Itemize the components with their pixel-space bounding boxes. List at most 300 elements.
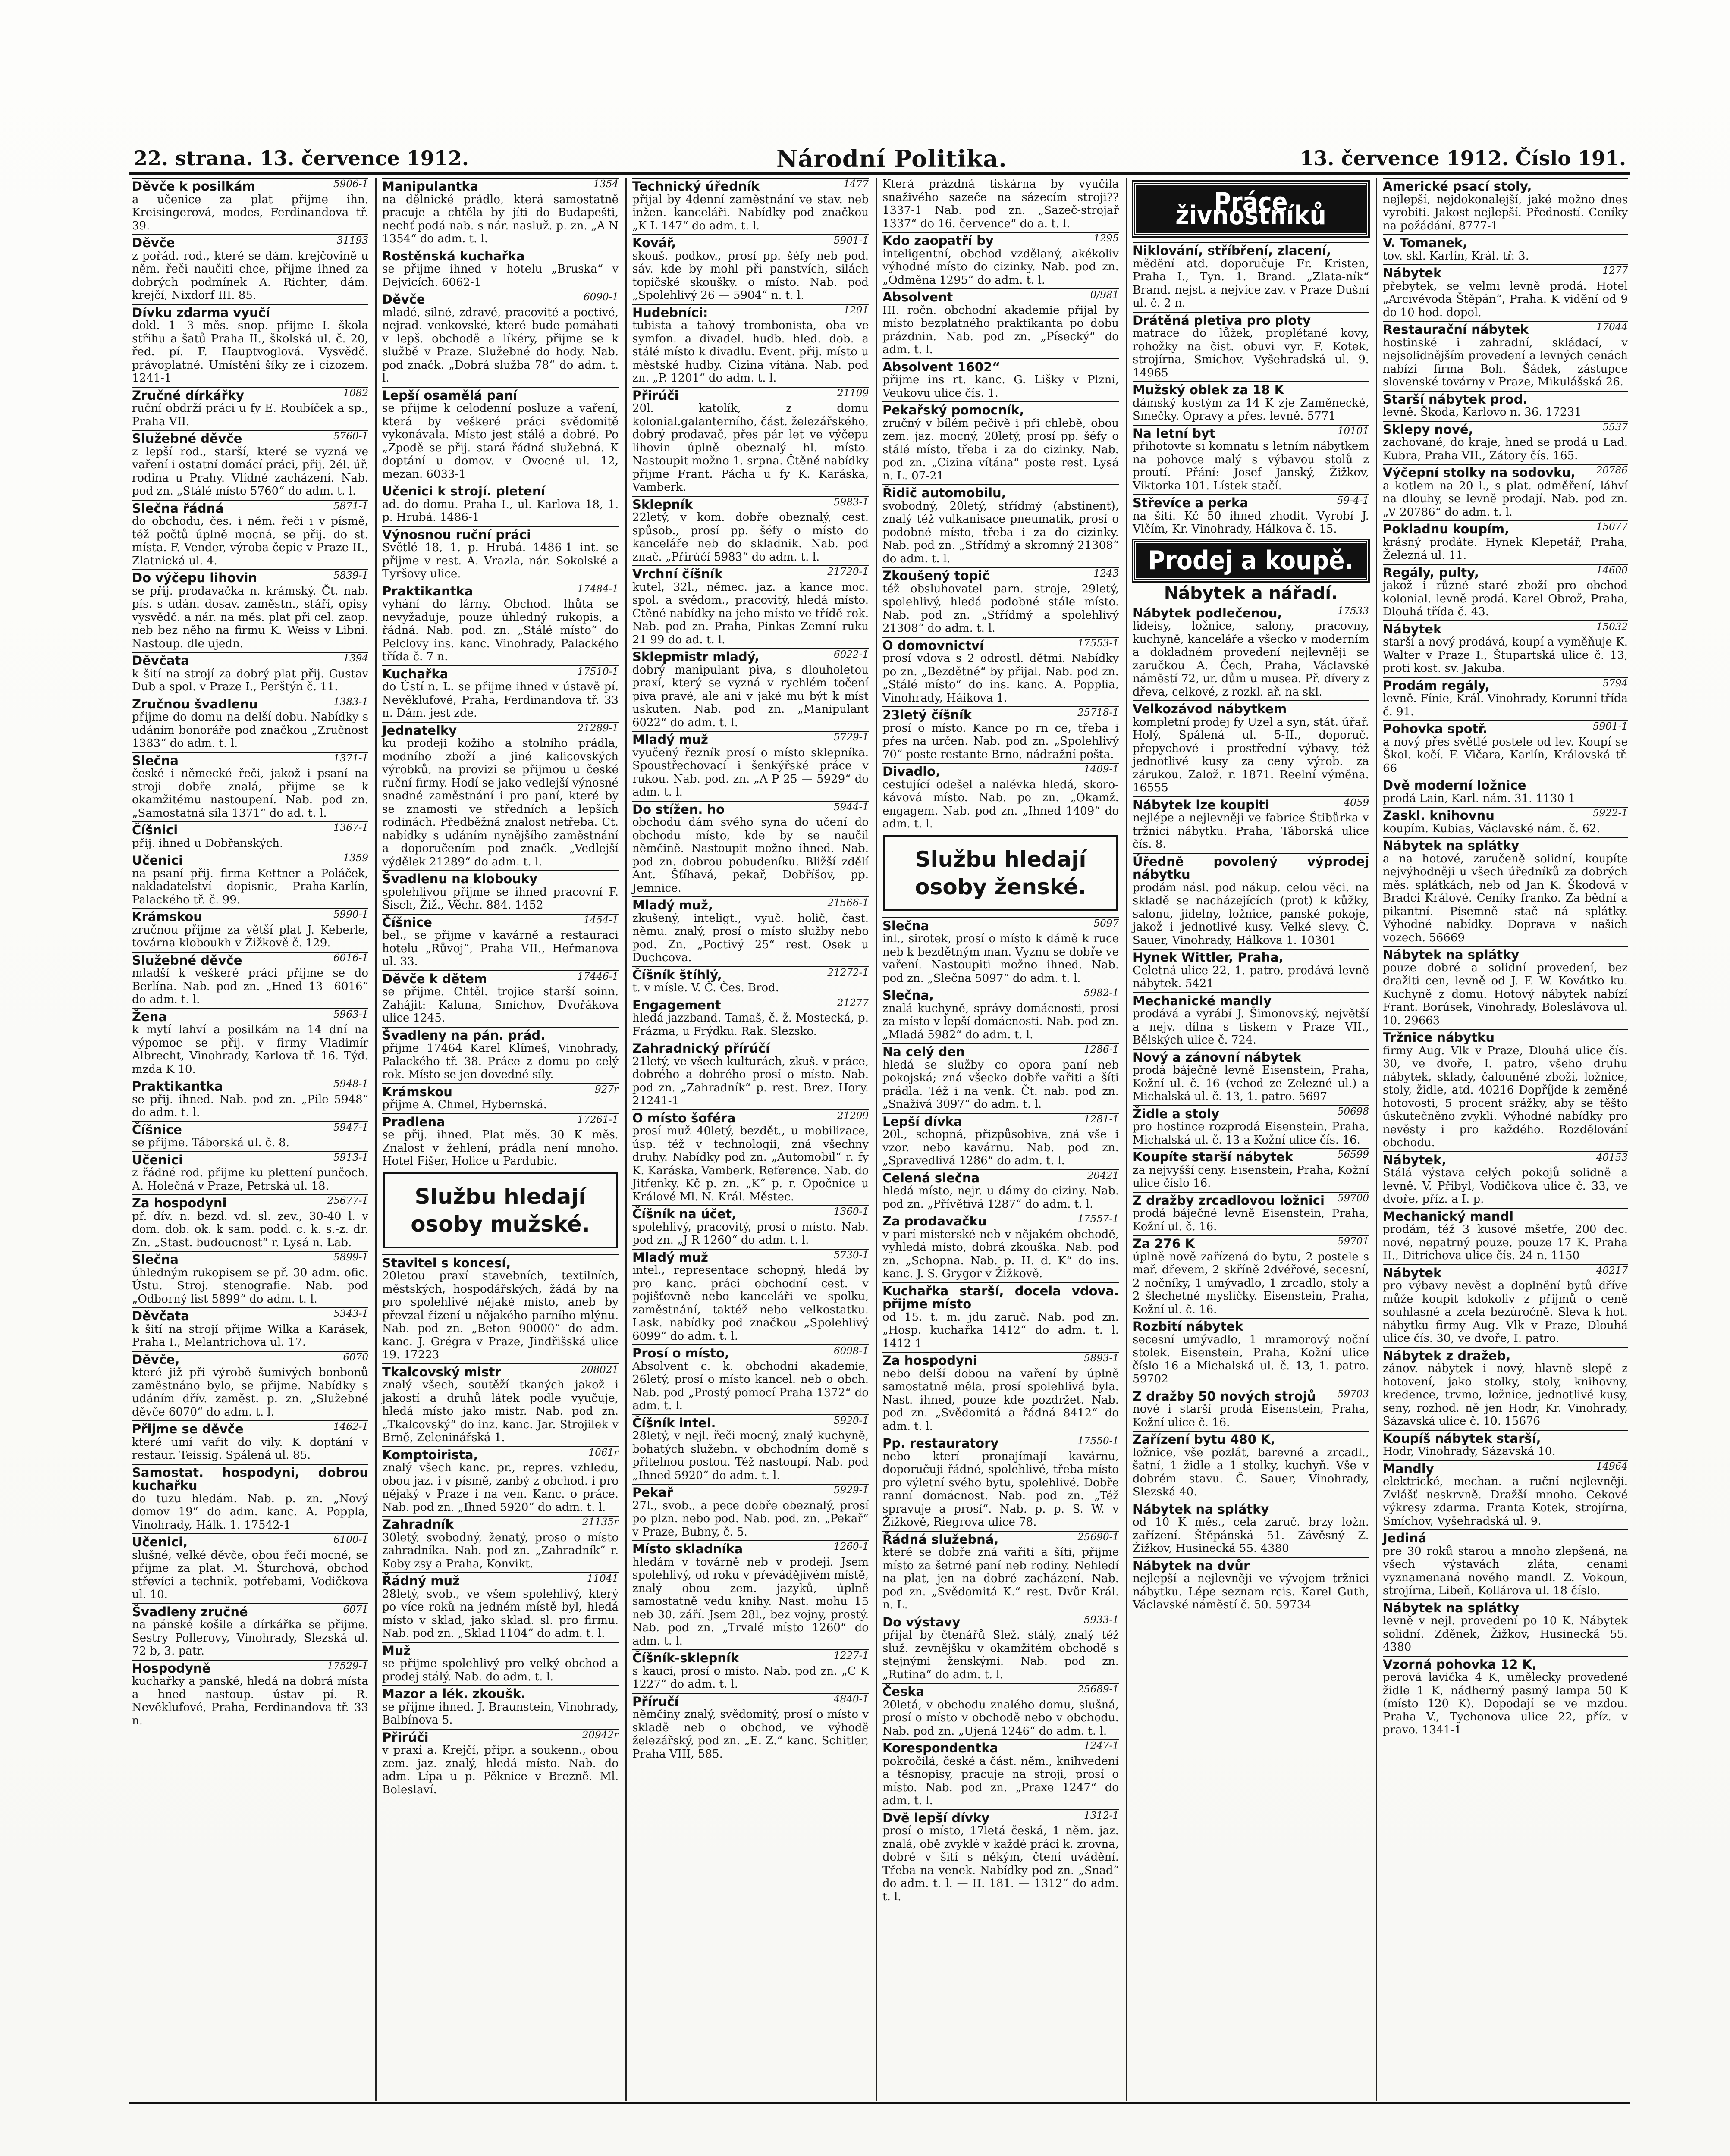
ad-headline: Děvče k posilkám	[132, 178, 368, 193]
ad-headline: Zařízení bytu 480 K,	[1133, 1431, 1369, 1446]
classified-ad	[1130, 494, 1372, 536]
ad-headline: 23letý číšník	[882, 706, 1119, 722]
ad-body: tov. skl. Karlín, Král. tř. 3.	[1383, 249, 1529, 263]
classified-ad	[630, 1040, 871, 1108]
ad-headline: Pp. restauratory	[882, 1435, 1119, 1450]
ad-headline: Engagement	[632, 997, 869, 1012]
ad-body: 22letý, v kom. dobře obeznalý, cest. spůsob., prosí pp. šéfy o místo do kanceláře neb do skladnik. Nab. pod znač. „Přirúčí 5983“ do adm. t. l.	[632, 511, 869, 564]
ad-headline: Starší nábytek prod.	[1383, 391, 1628, 406]
ad-headline: Slečna	[882, 917, 1119, 933]
classified-ad	[1130, 1501, 1372, 1555]
classified-ad	[1380, 234, 1630, 263]
ad-body: t. v mísle. V. Č. Čes. Brod.	[632, 981, 779, 994]
ad-body: prodá Lain, Karl. nám. 31. 1130-1	[1383, 792, 1576, 805]
ad-body: ku prodeji kožiho a stolního prádla, modního zboží a jiné kalicovských výrobků, na provizi se přijmou u české ruční firmy. Hodí se jako vedlejší výnosné snadné zaměstnání i pro paní, které by se znamosti ve středních a lepších rodinách. Předběžná znalost netřeba. Ct. nabídky s udáním nynějšího zaměstnání a doporučením pod značk. „Vedlejší výdělek 21289“ do adm. t. l.	[382, 737, 619, 868]
classified-ad	[1130, 1105, 1372, 1147]
ad-body: koupím. Kubias, Václavské nám. č. 62.	[1383, 822, 1600, 835]
ad-code: 927r	[595, 1084, 619, 1095]
classified-ad	[129, 304, 371, 385]
ad-headline: Z dražby 50 nových strojů	[1133, 1388, 1369, 1403]
ad-body: hledá místo, nejr. u dámy do ciziny. Nab. pod zn. „Přívětivá 1287“ do adm. t. l.	[882, 1185, 1119, 1211]
ad-code: 11041	[587, 1573, 619, 1584]
ad-headline: Sklepník	[632, 496, 869, 511]
ad-body: přijme A. Chmel, Hybernská.	[382, 1098, 547, 1111]
ad-headline: Sklepy nové,	[1383, 421, 1628, 436]
ad-headline: Praktikantka	[382, 583, 619, 598]
classified-ad	[1380, 1208, 1630, 1263]
ad-headline: Česka	[882, 1683, 1119, 1698]
ad-headline: Pekař	[632, 1484, 869, 1499]
ad-headline: Tržnice nábytku	[1383, 1029, 1628, 1044]
classified-ad	[1130, 992, 1372, 1047]
ad-body: které se dobře zná vařiti a šíti, přijme místo za šetrné paní neb rodiny. Nehledí na plat, jen na dobré zacházení. Nab. pod zn. „Svědomitá K.“ rest. Dvůr Král. n. L.	[882, 1546, 1119, 1611]
column-2-ads-men	[380, 1254, 621, 1797]
ad-body: na pánské košile a dírkářka se přijme. Sestry Pollerovy, Vinohrady, Slezská ul. 72 b, 3. patr.	[132, 1618, 368, 1658]
ad-body: též obsluhovatel parn. stroje, 29letý, spolehlivý, hledá podobné stále místo. Nab. pod zn. „Střídmý a spolehlivý 21308“ do adm. t. l.	[882, 582, 1119, 635]
classified-ad	[630, 731, 871, 799]
ad-headline: Učenici	[132, 852, 368, 867]
classified-ad	[380, 387, 621, 481]
ad-code: 1227-1	[834, 1650, 869, 1661]
ad-body: od 10 K měs., cela zaruč. brzy ložn. zařízení. Štěpánská 51. Závěsný Z. Žižkov, Husinecká 55. 4380	[1133, 1516, 1369, 1555]
ad-body: ložnice, vše pozlát, barevné a zrcadl., šatní, 1 židle a 1 stolky, kuchyň. Vše v dobrém stavu. Č. Sauer, Vinohrady, Slezská 40.	[1133, 1446, 1369, 1498]
ad-body: hledám v továrně neb v prodeji. Jsem spolehlivý, od roku v převádějivém místě, znalý obou zem. jazyků, úplně samostatně vedu knihy. Nast. mohu 15 neb 30. září. Jsem 28l., bez vojny, prostý. Nab. pod zn. „Trvalé místo 1260“ do adm. t. l.	[632, 1555, 869, 1648]
classified-ad	[880, 358, 1121, 400]
ad-headline: Stavitel s koncesí,	[382, 1254, 619, 1270]
ad-code: 6100-1	[333, 1534, 368, 1545]
classified-ad	[1380, 620, 1630, 675]
column-divider	[1126, 178, 1127, 2101]
ad-headline: Krámskou	[382, 1083, 619, 1099]
classified-ad	[129, 387, 371, 429]
ad-code: 1277	[1602, 265, 1628, 276]
top-rule	[129, 172, 1630, 175]
ad-headline: Za 276 K	[1133, 1235, 1369, 1250]
classified-ad	[630, 1540, 871, 1648]
ad-code: 25677-1	[327, 1195, 368, 1206]
classified-ad	[880, 1352, 1121, 1433]
ad-body: zručný v bílém pečivě i při chlebě, obou zem. jaz. mocný, 20letý, prosí pp. šéfy o stálé místo, třeba i za do cizinky. Nab. pod zn. „Cizina vítána“ poste rest. Lysá n. L. 07-21	[882, 417, 1119, 483]
ad-headline: Do výčepu lihovin	[132, 569, 368, 585]
classified-ad	[1380, 946, 1630, 1027]
ad-code: 1247-1	[1084, 1740, 1119, 1752]
ad-code: 5537	[1602, 421, 1628, 433]
ad-headline: Služebné děvče	[132, 952, 368, 967]
ad-headline: Drátěná pletiva pro ploty	[1133, 312, 1369, 327]
ad-body: tubista a tahový trombonista, oba ve symfon. a divadel. hudb. hled. dob. a stálé místo k divadlu. Event. přij. místo u městské hudby. Cizina vítána. Nab. pod zn. „P. 1201“ do adm. t. l.	[632, 319, 869, 385]
ad-body: Která prázdná tiskárna by vyučila snaživého sazeče na sázecím stroji?? 1337-1 Nab. pod zn. „Sazeč-strojař 1337“ do 16. července“ do a. t. l.	[882, 178, 1119, 230]
ad-body: vyhání do lárny. Obchod. lhůta se nevyžaduje, pouze úhledný rukopis, a řádná. Nab. pod. zn. „Stálé místo“ do Pelclovy ins. kanc. Vinohrady, Palackého třída č. 7 n.	[382, 598, 619, 663]
ad-code: 17044	[1596, 322, 1628, 333]
classified-ad	[380, 1572, 621, 1640]
classified-ad	[380, 1446, 621, 1514]
column-4-ads-women	[880, 917, 1121, 1904]
ad-body: prodám, též 3 kusové mšetře, 200 dec. nové, nepatrný pouze, pouze 17 K. Praha II., Ditrichova ulice čís. 24 n. 1150	[1383, 1223, 1628, 1262]
ad-body: 20letá, v obchodu znalého domu, slušná, prosí o místo v obchodě nebo v obchodu. Nab. pod zn. „Ujená 1246“ do adm. t. l.	[882, 1698, 1119, 1738]
ad-body: krásný prodáte. Hynek Klepetář, Praha, Železná ul. 11.	[1383, 536, 1628, 562]
ad-code: 21720-1	[827, 566, 869, 577]
ad-body: zánov. nábytek i nový, hlavně slepě z hotovení, jako stolky, stoly, knihovny, kredence, trvmo, ložnice, jednotlivé kusy, seny, rozhod. ně jen Hodr, Kr. Vinohrady, Sázavská ulice č. 10. 15676	[1383, 1362, 1628, 1428]
ad-headline: Hynek Wittler, Praha,	[1133, 949, 1369, 964]
classified-ad	[1380, 520, 1630, 562]
masthead-date-right: 13. července 1912. Číslo 191.	[1300, 147, 1626, 170]
classified-ad	[380, 291, 621, 385]
ad-code: 1061r	[588, 1447, 619, 1458]
ad-code: 5913-1	[333, 1152, 368, 1163]
classified-ad	[1380, 178, 1630, 232]
ad-headline: Učenici,	[132, 1533, 368, 1549]
ad-body: prodá báječně levně Eisenstein, Praha, Kožní ul. č. 16 (vchod ze Zelezné ul.) a Michalská ul. č. 13, 1. patro. 5697	[1133, 1064, 1369, 1103]
ad-body: do tuzu hledám. Nab. p. zn. „Nový domov 19“ do adm. kanc. A. Poppla, Vinohrady, Hálk. 1. 17542-1	[132, 1492, 368, 1532]
ad-headline: Vzorná pohovka 12 K,	[1383, 1656, 1628, 1671]
classified-ad	[129, 908, 371, 950]
classified-ad	[380, 722, 621, 869]
classified-ad	[630, 304, 871, 385]
ad-body: dokl. 1—3 měs. snop. přijme I. škola střihu a šatů Praha II., školská ul. č. 20, řed. pí. F. Hauptvoglová. Vysvědč. právoplatné. Umístění šíky ze i cizozem. 1241-1	[132, 319, 368, 385]
classified-ad	[1380, 1264, 1630, 1345]
ad-body: od 15. t. m. jdu zaruč. Nab. pod zn. „Hosp. kuchařka 1412“ do adm. t. l. 1412-1	[882, 1310, 1119, 1350]
ad-headline: Jediná	[1383, 1529, 1628, 1545]
ad-headline: Na celý den	[882, 1043, 1119, 1059]
ad-body: znalý všech, soutěží tkaných jakož i jakostí a druhů látek podle vyučuje, hledá místo jako mistr. Nab. pod zn. „Tkalcovský“ do inz. kanc. Jar. Strojilek v Brně, Zeleninářská 1.	[382, 1379, 619, 1444]
classified-ad	[129, 1307, 371, 1349]
classified-ad	[129, 1194, 371, 1249]
ad-headline: Dvě moderní ložnice	[1383, 777, 1628, 792]
ad-body: bel., se přijme v kavárně a restauraci hotelu „Růvoj“, Praha VII., Heřmanova ul. 33.	[382, 929, 619, 968]
classified-ad	[129, 1660, 371, 1728]
ad-body: dobrý manipulant piva, s dlouholetou praxí, který se vyzná v rychlém točení piva pravé, ale ani v jaké mu být k míst uskuten. Nab. pod zn. „Manipulant 6022“ do adm. t. l.	[632, 663, 869, 729]
ad-headline: Na letní byt	[1133, 425, 1369, 440]
ad-code: 1201	[843, 304, 869, 316]
ad-body: nové i starší prodá Eisenstein, Praha, Kožní ulice č. 16.	[1133, 1403, 1369, 1429]
classified-ad	[1130, 796, 1372, 851]
classified-ad	[1380, 564, 1630, 619]
ad-code: 21272-1	[827, 967, 869, 978]
ad-code: 5983-1	[834, 496, 869, 508]
ad-body: na dělnické prádlo, která samostatně pracuje a chtěla by jíti do Budapešti, nechť podá nab. s nár. nasluž. p. zn. „A N 1354“ do adm. t. l.	[382, 193, 619, 245]
ad-code: 1454-1	[584, 914, 619, 926]
ad-code: 6022-1	[834, 649, 869, 660]
ad-code: 5933-1	[1084, 1614, 1119, 1626]
ad-code: 5730-1	[834, 1249, 869, 1261]
classified-ad	[129, 1251, 371, 1306]
ad-body: 20letou praxí stavebních, textilních, městských, hospodářských, žádá by na pro spolehlivé nějaké místo, aneb by převzal řízení u nějakého parního mlýnu. Nab. pod zn. „Beton 90000“ do adm. kanc. J. Grégra v Praze, Jindřišská ulice 19. 17223	[382, 1269, 619, 1361]
ad-headline: Číšník na účet,	[632, 1205, 869, 1221]
ad-headline: Kuchařka starší, docela vdova. přijme místo	[882, 1282, 1119, 1311]
ad-headline: Učenici k strojí. pletení	[382, 483, 619, 498]
ad-body: 21letý, ve všech kulturách, zkuš. v práce, dobrého a dobrého prosí o místo. Nab. pod zn. „Zahradník“ p. rest. Brez. Hory. 21241-1	[632, 1055, 869, 1107]
ad-body: 27l., svob., a pece dobře obeznalý, prosí po plzn. nebo pod. Nab. pod. zn. „Pekař“ v Praze, Bubny, č. 5.	[632, 1499, 869, 1539]
ad-code: 5893-1	[1084, 1353, 1119, 1364]
ad-code: 5944-1	[834, 801, 869, 813]
ad-headline: Absolvent 1602“	[882, 358, 1119, 374]
ad-headline: Nábytek	[1383, 1264, 1628, 1280]
classified-ad	[129, 500, 371, 568]
ad-code: 5947-1	[333, 1122, 368, 1133]
classified-ad	[1130, 1192, 1372, 1234]
ad-headline: Místo skladníka	[632, 1540, 869, 1556]
ad-body: a kotlem na 20 l., s plat. odměření, láhví na dlouhy, se levně prodají. Nab. pod zn. „V 20786“ do adm. t. l.	[1383, 479, 1628, 519]
ad-headline: Děvčata	[132, 652, 368, 667]
column-5	[1130, 178, 1372, 2101]
ad-headline: Za hospodyni	[132, 1194, 368, 1210]
ad-body: jakož i různé staré zboží pro obchod kolonial. levně prodá. Karel Obrož, Praha, Dlouhá třída č. 43.	[1383, 579, 1628, 618]
ad-body: Absolvent c. k. obchodní akademie, 26letý, prosí o místo kancel. neb o obch. Nab. pod „Prostý pomocí Praha 1372“ do adm. t. l.	[632, 1360, 869, 1412]
classified-ad	[1130, 242, 1372, 310]
classified-ad	[1380, 1029, 1630, 1150]
ad-code: 5901-1	[834, 235, 869, 246]
classified-ad	[1130, 381, 1372, 423]
column-4	[880, 178, 1121, 2101]
ad-code: 14600	[1596, 564, 1628, 576]
ad-code: 5097	[1093, 918, 1119, 929]
ad-code: 6016-1	[333, 952, 368, 964]
classified-ad	[630, 1484, 871, 1539]
ad-body: se přijme spolehlivý pro velký obchod a prodej stálý. Nab. do adm. t. l.	[382, 1657, 619, 1683]
ad-headline: Číšnice	[132, 1121, 368, 1137]
ad-body: intel., representace schopný, hledá by pro kanc. práci obchodní cest. v pojišťovně nebo kanceláři ve spolku, zaměstnání, taktéž nebo velkostatku. Lask. nabídky pod značkou „Spolehlivý 6099“ do adm. t. l.	[632, 1264, 869, 1343]
classified-ad	[129, 1121, 371, 1150]
classified-ad	[880, 1739, 1121, 1808]
ad-code: 56599	[1337, 1149, 1369, 1160]
ad-code: 1312-1	[1084, 1810, 1119, 1821]
classified-ad	[380, 1642, 621, 1684]
ad-body: se přijme ihned v hotelu „Bruska“ v Dejvicích. 6062-1	[382, 263, 619, 289]
classified-ad	[630, 496, 871, 564]
classified-ad	[630, 966, 871, 995]
ad-body: elektrické, mechan. a ruční nejlevněji. Zvlášť neskrvně. Dražší mnoho. Cekové výkresy zdarma. Franta Kotek, strojírna, Smíchov, Vyšehradská ul. 9.	[1383, 1475, 1628, 1528]
ad-headline: Lepší osamělá paní	[382, 387, 619, 402]
ad-code: 59-4-1	[1337, 495, 1369, 506]
ad-code: 1286-1	[1084, 1044, 1119, 1055]
ad-code: 1295	[1093, 233, 1119, 244]
ad-headline: Divadlo,	[882, 763, 1119, 778]
classified-ad	[380, 178, 621, 246]
ad-headline: Nábytek na splátky	[1383, 946, 1628, 962]
ad-body: zachované, do kraje, hned se prodá u Lad. Kubra, Praha VII., Zátory čís. 165.	[1383, 436, 1628, 462]
ad-headline: Slečna,	[882, 987, 1119, 1002]
ad-code: 1260-1	[834, 1541, 869, 1552]
column-divider	[1376, 178, 1377, 2101]
ad-code: 21566-1	[827, 897, 869, 909]
ad-code: 17550-1	[1077, 1435, 1119, 1447]
ad-body: levně. Fínie, Král. Vinohrady, Korunní třída č. 91.	[1383, 692, 1628, 718]
ad-headline: Číšník-sklepník	[632, 1649, 869, 1665]
ad-body: dámský kostým za 14 K zje Zaměnecké, Smečky. Opravy a přes. levně. 5771	[1133, 396, 1369, 423]
ad-body: svobodný, 20letý, střídmý (abstinent), znalý též vulkanisace pneumatik, prosí o podobné místo, třeba i za do cizinky. Nab. pod zn. „Střídmý a skromný 21308“ do adm. t. l.	[882, 499, 1119, 565]
ad-body: mladší k veškeré práci přijme se do Berlína. Nab. pod zn. „Hned 13—6016“ do adm. t. l.	[132, 967, 368, 1006]
ad-body: nejlépe a nejlevněji ve fabrice Štibůrka v tržnici nábytku. Praha, Táborská ulice čís. 8.	[1133, 812, 1369, 851]
ad-headline: Švadleny zručné	[132, 1603, 368, 1619]
ad-code: 50698	[1337, 1106, 1369, 1117]
ad-body: zkušený, inteligt., vyuč. holič, čast. němu. znalý, prosí o místo služby nebo pod. Zn. „Poctivý 25“ rest. Osek u Duchcova.	[632, 912, 869, 964]
ad-headline: Učenici	[132, 1151, 368, 1167]
classified-ad	[129, 1603, 371, 1658]
masthead-date-left: 22. strana. 13. července 1912.	[134, 147, 469, 170]
bottom-rule	[129, 2102, 1630, 2104]
ad-body: kuchařky a panské, hledá na dobrá místa a hned nastoup. ústav pí. R. Nevěklufové, Praha, Ferdinandova tř. 33 n.	[132, 1675, 368, 1727]
ad-headline: Hospodyně	[132, 1660, 368, 1675]
ad-headline: Výnosnou ruční práci	[382, 526, 619, 542]
ad-headline: Za prodavačku	[882, 1213, 1119, 1228]
ad-code: 15032	[1596, 621, 1628, 633]
ad-headline: Výčepní stolky na sodovku,	[1383, 464, 1628, 479]
section-heading-women: Službu hledají osoby ženské.	[883, 835, 1118, 911]
classified-ad	[380, 914, 621, 968]
classified-ad	[630, 801, 871, 895]
ad-headline: Celená slečna	[882, 1169, 1119, 1185]
ad-headline: Prodám regály,	[1383, 677, 1628, 693]
ad-code: 5871-1	[333, 500, 368, 512]
ad-body: se přijme. Táborská ul. č. 8.	[132, 1136, 289, 1149]
ad-body: Stálá výstava celých pokojů solidně a levně. V. Přibyl, Vodičkova ulice č. 33, ve dvoře, příz. a I. p.	[1383, 1166, 1628, 1206]
ad-headline: Nábytek lze koupiti	[1133, 796, 1369, 812]
classified-ad	[1130, 425, 1372, 493]
ad-headline: Nábytek	[1383, 620, 1628, 636]
ad-headline: Zahradník	[382, 1516, 619, 1531]
ad-headline: Dvě lepší dívky	[882, 1809, 1119, 1825]
classified-ad	[630, 234, 871, 302]
ad-code: 25718-1	[1077, 707, 1119, 718]
ad-body: prosí vdova s 2 odrostl. dětmi. Nabídky po zn. „Bezdětné“ by přijal. Nab. pod zn. „Stálé místo“ do ins. kanc. A. Popplia, Vinohrady, Háikova 1.	[882, 652, 1119, 705]
ad-code: 1082	[343, 387, 368, 399]
classified-ad	[880, 232, 1121, 287]
classified-ad	[1380, 777, 1630, 805]
ad-code: 5990-1	[333, 909, 368, 920]
classified-ad	[880, 1435, 1121, 1529]
ad-headline: O domovnictví	[882, 637, 1119, 652]
section-banner-sales: Prodej a koupě.	[1133, 540, 1368, 581]
classified-ad	[880, 706, 1121, 761]
classified-ad	[630, 896, 871, 965]
ad-headline: Rostěnská kuchařka	[382, 248, 619, 263]
ad-headline: Vrchní číšník	[632, 565, 869, 581]
ad-headline: V. Tomanek,	[1383, 234, 1628, 250]
classified-ad	[1130, 1318, 1372, 1386]
ad-code: 10101	[1337, 425, 1369, 437]
ad-headline: Nábytek	[1383, 264, 1628, 280]
ad-body: slušné, velké děvče, obou řečí mocné, se přijme za plat. M. Šturchová, obchod střevíci a technik. potřebami, Vodičkova ul. 10.	[132, 1548, 368, 1601]
ad-headline: Zahradnický přírúčí	[632, 1040, 869, 1055]
ad-body: secesní umývadlo, 1 mramorový noční stolek. Eisenstein, Praha, Kožní ulice číslo 16 a Michalská ul. č. 13, 1. patro. 59702	[1133, 1333, 1369, 1385]
classified-ad	[630, 648, 871, 729]
ad-body: př. dív. n. bezd. vd. sl. zev., 30-40 l. v dom. dob. ok. k sam. podd. c. k. s.-z. dr. Zn. „Stast. budoucnost“ r. Lysá n. Lab.	[132, 1210, 368, 1249]
classified-ad	[1380, 837, 1630, 944]
classified-ad	[1380, 1430, 1630, 1458]
classified-ad	[380, 1027, 621, 1081]
ad-body: Světlé 18, 1. p. Hrubá. 1486-1 int. se přijme v rest. A. Vrazla, nár. Sokolské a Tyršovy ulice.	[382, 541, 619, 580]
classified-ad	[380, 1113, 621, 1168]
ad-body: úhledným rukopisem se př. 30 adm. ofic. Ústu. Stroj. stenografie. Nab. pod „Odborný list 5899“ do adm. t. l.	[132, 1266, 368, 1306]
ad-code: 17529-1	[327, 1660, 368, 1672]
classified-ad	[380, 1685, 621, 1727]
classified-ad	[880, 763, 1121, 831]
ad-body: z řádné rod. přijme ku plettení punčoch. A. Holečná v Praze, Petrská ul. 18.	[132, 1166, 368, 1193]
classified-ad	[380, 1254, 621, 1362]
ad-body: se přij. ihned. Plat měs. 30 K měs. Znalost v žehlení, prádla není mnoho. Hotel Fišer, Holice u Pardubic.	[382, 1128, 619, 1168]
classified-ad	[880, 1113, 1121, 1168]
ad-code: 5729-1	[834, 732, 869, 743]
classified-ad	[380, 1363, 621, 1445]
column-6	[1380, 178, 1630, 2101]
ad-headline: Jednatelky	[382, 722, 619, 737]
ad-headline: Švadlenu na klobouky	[382, 870, 619, 886]
ad-code: 1367-1	[333, 822, 368, 834]
ad-headline: Muž	[382, 1642, 619, 1658]
ad-headline: Číšník štíhlý,	[632, 966, 869, 982]
ad-headline: Sklepmistr mladý,	[632, 648, 869, 664]
ad-body: 20l. katolík, z domu kolonial.galanterního, část. železářského, dobrý prodavač, přes pár let ve výčepu lihovin úplně obeznalý hl. místo. Nastoupit možno 1. srpna. Čtěné nabídky přijme Frant. Pácha u fy K. Karáska, Vamberk.	[632, 402, 869, 494]
ad-body: hledá jazzband. Tamaš, č. ž. Mostecká, p. Frázma, u Frýdku. Rak. Slezsko.	[632, 1012, 869, 1038]
classified-ad	[880, 484, 1121, 565]
ad-headline: Slečna	[132, 752, 368, 768]
ad-code: 5901-1	[1593, 721, 1628, 732]
ad-headline: Absolvent	[882, 288, 1119, 304]
classified-ad	[380, 970, 621, 1025]
ad-headline: Pekařský pomocník,	[882, 401, 1119, 417]
column-1	[129, 178, 371, 2101]
classified-ad	[1380, 421, 1630, 463]
ad-headline: Praktikantka	[132, 1078, 368, 1093]
ad-body: se přij. ihned. Nab. pod zn. „Pile 5948“ do adm. t. l.	[132, 1093, 368, 1119]
ad-code: 5760-1	[333, 431, 368, 442]
classified-ad	[880, 1531, 1121, 1612]
classified-ad	[380, 1516, 621, 1570]
ad-headline: Žena	[132, 1008, 368, 1024]
ad-headline: Americké psací stoly,	[1383, 178, 1628, 193]
ad-code: 1409-1	[1084, 764, 1119, 775]
ad-body: na šití. Kč 50 ihned zhodit. Vyrobí J. Vlčím, Kr. Vinohrady, Hálkova č. 15.	[1133, 509, 1369, 536]
ad-code: 1371-1	[333, 752, 368, 764]
ad-code: 5343-1	[333, 1308, 368, 1319]
classified-ad	[630, 1344, 871, 1413]
ad-headline: Mužský oblek za 18 K	[1133, 381, 1369, 397]
ad-code: 17510-1	[577, 666, 619, 677]
classified-ad	[1130, 312, 1372, 380]
ad-headline: Kuchařka	[382, 665, 619, 681]
classified-ad	[630, 387, 871, 494]
ad-body: a nový přes světlé postele od lev. Koupí se Škol. kočí. F. Vičara, Karlín, Královská tř. 66	[1383, 735, 1628, 775]
ad-body: němčiny znalý, svědomitý, prosí o místo v skladě neb o obchod, ve výhodě železářský, pod zn. „E. Z.“ kanc. Schitler, Praha VIII, 585.	[632, 1708, 869, 1761]
ad-body: s kaucí, prosí o místo. Nab. pod zn. „C K 1227“ do adm. t. l.	[632, 1664, 869, 1691]
ad-body: k mytí lahví a posilkám na 14 dní na výpomoc se přij. v firmy Vladimír Albrecht, Vinohrady, Karlova tř. 16. Týd. mzda K 10.	[132, 1023, 368, 1076]
ad-headline: Mechanický mandl	[1383, 1208, 1628, 1223]
section-heading-men: Službu hledají osoby mužské.	[383, 1172, 618, 1248]
section-subheading-furniture: Nábytek a nářadí.	[1164, 583, 1338, 603]
ad-headline: Mazor a lék. zkoušk.	[382, 1685, 619, 1701]
ad-code: 17446-1	[577, 971, 619, 982]
classified-ad	[1130, 1049, 1372, 1103]
ad-headline: Nábytek na splátky	[1383, 837, 1628, 852]
ad-headline: Děvče	[382, 291, 619, 306]
ad-headline: Děvče	[132, 234, 368, 250]
ad-code: 20421	[1087, 1170, 1119, 1181]
ad-code: 40217	[1596, 1265, 1628, 1276]
ad-body: přijme do domu na delší dobu. Nabídky s udáním bonoráře pod značkou „Zručnost 1383“ do adm. t. l.	[132, 711, 368, 750]
ad-code: 21109	[837, 387, 869, 399]
ad-headline: Řidič automobilu,	[882, 484, 1119, 500]
ad-headline: Niklování, stříbření, zlacení,	[1133, 242, 1369, 257]
classified-ad	[129, 652, 371, 694]
ad-body: hostinské i zahradní, skládací, v nejsolidnějším provedení a levných cenách nabízí firma Boh. Šádek, zástupce slovenské továrny v Praze, Mikulášská 26.	[1383, 336, 1628, 389]
ad-code: 1359	[343, 852, 368, 864]
ad-headline: Rozbití nábytek	[1133, 1318, 1369, 1333]
column-divider	[876, 178, 877, 2101]
classified-ad	[129, 852, 371, 906]
ad-headline: Slečna	[132, 1251, 368, 1266]
ad-code: 5906-1	[333, 179, 368, 190]
ad-body: se přij. prodavačka n. krámský. Čt. nab. pís. s udán. dosav. zaměstn., stáří, opisy vysvědč. a nár. na měs. plat při cel. zaop. neb bez něho na firmu K. Weiss v Libni. Nastoup. dle ujedn.	[132, 584, 368, 650]
